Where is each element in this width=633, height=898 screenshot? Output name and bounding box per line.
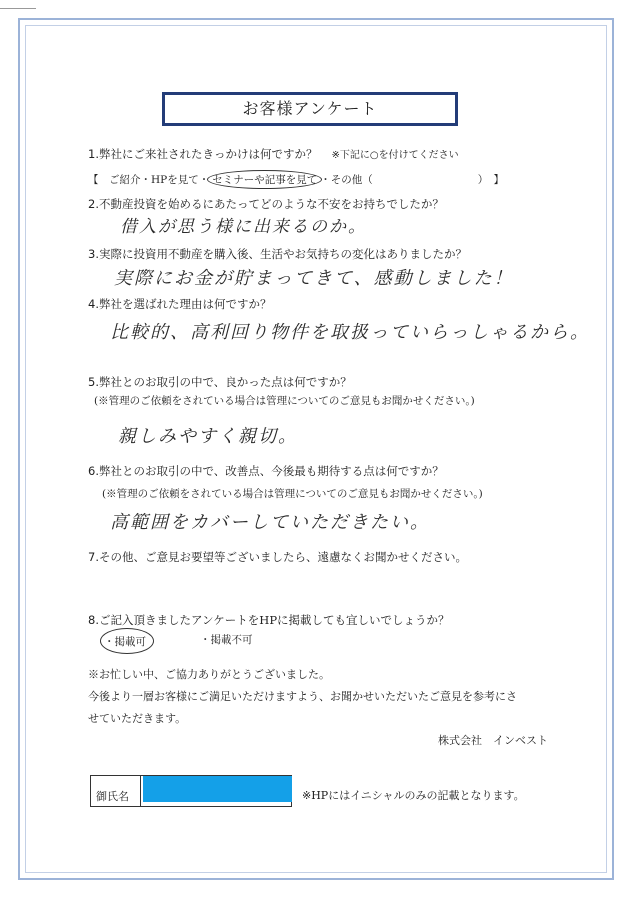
question-3 xyxy=(88,246,467,262)
scan-edge-mark xyxy=(0,8,36,9)
answer-2: 借入が思う様に出来るのか。 xyxy=(120,217,367,237)
option-list-tail: ・その他（ ） 】 xyxy=(320,174,504,186)
thanks-line-2: 今後より一層お客様にご満足いただけますよう、お聞かせいただいたご意見を参考にさ xyxy=(88,690,517,703)
question-6-text: 弊社とのお取引の中で、改善点、今後最も期待する点は何ですか？ xyxy=(98,464,444,478)
option-seminar-circled: セミナーや記事を見て xyxy=(207,170,322,189)
question-1-options xyxy=(88,170,504,189)
question-1-number: 1. xyxy=(88,147,99,161)
question-1 xyxy=(88,146,459,162)
name-initials-note: ※HPにはイニシャルのみの記載となります。 xyxy=(302,789,525,802)
question-4-text: 弊社を選ばれた理由は何ですか？ xyxy=(98,297,272,311)
publish-yes-option[interactable]: ・掲載可 xyxy=(104,636,146,648)
answer-6: 高範囲をカバーしていただきたい。 xyxy=(110,512,430,533)
question-1-text: 弊社にご来社されたきっかけは何ですか？ xyxy=(98,147,318,161)
question-1-note: ※下記に○を付けてください xyxy=(331,150,459,161)
question-4 xyxy=(88,296,271,312)
question-7-number: 7. xyxy=(88,550,99,564)
question-8 xyxy=(88,612,450,628)
name-field-divider xyxy=(140,776,141,806)
question-5 xyxy=(88,374,352,390)
question-2 xyxy=(88,196,444,212)
question-7 xyxy=(88,549,467,565)
question-8-text: ご記入頂きましたアンケートをHPに掲載しても宜しいでしょうか？ xyxy=(98,613,450,627)
question-4-number: 4. xyxy=(88,297,99,311)
question-8-number: 8. xyxy=(88,613,99,627)
answer-3: 実際にお金が貯まってきて、感動しました！ xyxy=(114,268,514,289)
company-name: 株式会社 インベスト xyxy=(438,734,548,747)
question-2-number: 2. xyxy=(88,197,99,211)
question-5-note: (※管理のご依頼をされている場合は管理についてのご意見もお聞かせください。) xyxy=(94,395,475,407)
thanks-line-1: ※お忙しい中、ご協力ありがとうございました。 xyxy=(88,668,330,681)
question-5-number: 5. xyxy=(88,375,99,389)
option-list-head: 【 ご紹介・HPを見て・ xyxy=(88,174,210,186)
question-6-number: 6. xyxy=(88,464,99,478)
name-redaction-block xyxy=(143,776,292,802)
question-6-note: (※管理のご依頼をされている場合は管理についてのご意見もお聞かせください。) xyxy=(102,488,483,500)
answer-4: 比較的、高利回り物件を取扱っていらっしゃるから。 xyxy=(110,322,590,343)
survey-title: お客様アンケート xyxy=(162,92,458,126)
question-6 xyxy=(88,463,444,479)
question-3-number: 3. xyxy=(88,247,99,261)
question-3-text: 実際に投資用不動産を購入後、生活やお気持ちの変化はありましたか？ xyxy=(98,247,467,261)
question-5-text: 弊社とのお取引の中で、良かった点は何ですか？ xyxy=(98,375,352,389)
question-2-text: 不動産投資を始めるにあたってどのような不安をお持ちでしたか？ xyxy=(98,197,444,211)
answer-5: 親しみやすく親切。 xyxy=(118,426,298,447)
name-label: 御氏名 xyxy=(96,790,129,803)
thanks-line-3: せていただきます。 xyxy=(88,712,187,725)
question-7-text: その他、ご意見お要望等ございましたら、遠慮なくお聞かせください。 xyxy=(98,550,467,564)
publish-no-option[interactable]: ・掲載不可 xyxy=(200,634,253,646)
